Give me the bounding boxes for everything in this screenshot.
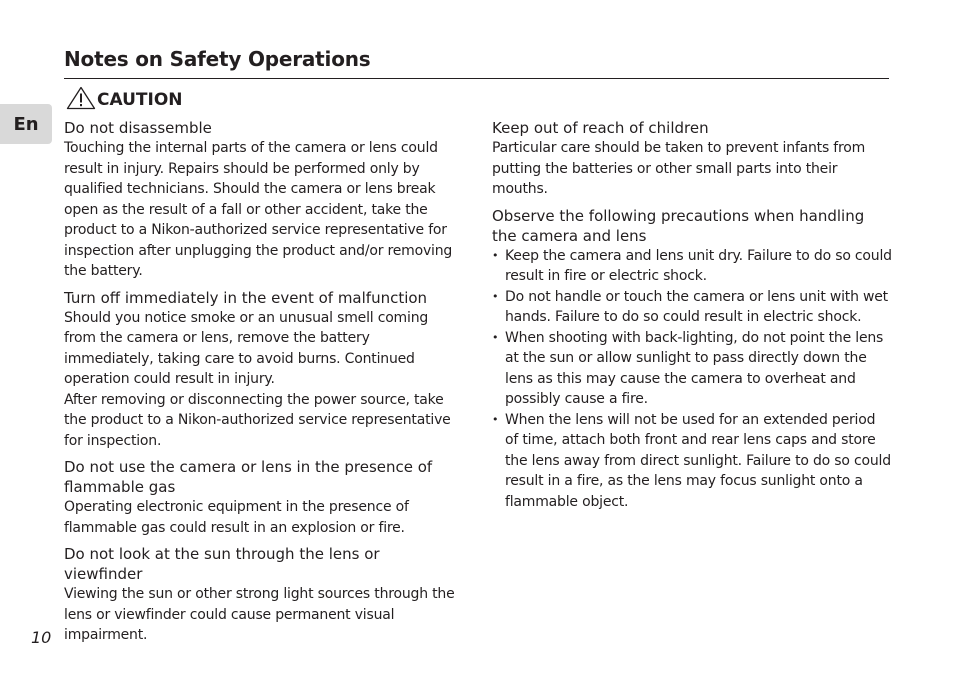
language-tab: En bbox=[0, 104, 52, 144]
left-column bbox=[64, 118, 460, 652]
section-sun bbox=[64, 544, 460, 646]
section-malfunction bbox=[64, 288, 460, 452]
section-heading: Do not disassemble bbox=[64, 119, 212, 137]
page-title: Notes on Safety Operations bbox=[64, 47, 371, 71]
section-flammable-gas bbox=[64, 457, 460, 538]
right-column bbox=[492, 118, 892, 518]
list-item: • When the lens will not be used for an extended period of time, attach both front and rear lens caps and store the lens away from direct sunlight. Failure to do so could result in a fire, as the lens may focus sunlight onto a flammable object. bbox=[492, 410, 892, 513]
section-children bbox=[492, 118, 892, 200]
section-disassemble bbox=[64, 118, 460, 282]
section-paragraph: After removing or disconnecting the power source, take the product to a Nikon-authorized service representative for inspection. bbox=[64, 391, 451, 449]
warning-triangle-icon bbox=[66, 86, 96, 110]
caution-label: CAUTION bbox=[97, 90, 183, 110]
section-heading: Do not use the camera or lens in the presence of flammable gas bbox=[64, 458, 433, 496]
section-paragraph: Touching the internal parts of the camera or lens could result in injury. Repairs should be performed only by qualified technicians. Should the camera or lens break open as the result of a fall or other accident, take the product to a Nikon-authorized service representative for inspection after unplugging the product and/or removing the battery. bbox=[64, 140, 453, 279]
section-paragraph: Operating electronic equipment in the presence of flammable gas could result in an explosion or fire. bbox=[64, 499, 409, 536]
list-item: • Keep the camera and lens unit dry. Failure to do so could result in fire or electric shock. bbox=[492, 246, 892, 287]
list-item: • When shooting with back-lighting, do not point the lens at the sun or allow sunlight to pass directly down the lens as this may cause the camera to overheat and possibly cause a fire. bbox=[492, 328, 892, 410]
section-heading: Turn off immediately in the event of malfunction bbox=[64, 288, 428, 307]
list-item: • Do not handle or touch the camera or lens unit with wet hands. Failure to do so could result in electric shock. bbox=[492, 287, 892, 328]
precautions-list bbox=[492, 246, 892, 513]
caution-header bbox=[66, 86, 183, 110]
section-heading: Keep out of reach of children bbox=[492, 119, 709, 137]
section-paragraph: Viewing the sun or other strong light sources through the lens or viewfinder could cause permanent visual impairment. bbox=[64, 586, 455, 643]
section-paragraph: Should you notice smoke or an unusual smell coming from the camera or lens, remove the battery immediately, taking care to avoid burns. Continued operation could result in injury. bbox=[64, 309, 429, 387]
page-number: 10 bbox=[31, 628, 52, 647]
section-heading: Do not look at the sun through the lens or viewfinder bbox=[64, 545, 380, 583]
section-heading: Observe the following precautions when handling the camera and lens bbox=[492, 206, 865, 245]
section-paragraph: Particular care should be taken to prevent infants from putting the batteries or other small parts into their mouths. bbox=[492, 140, 866, 197]
title-divider bbox=[64, 78, 889, 79]
section-precautions bbox=[492, 206, 892, 513]
